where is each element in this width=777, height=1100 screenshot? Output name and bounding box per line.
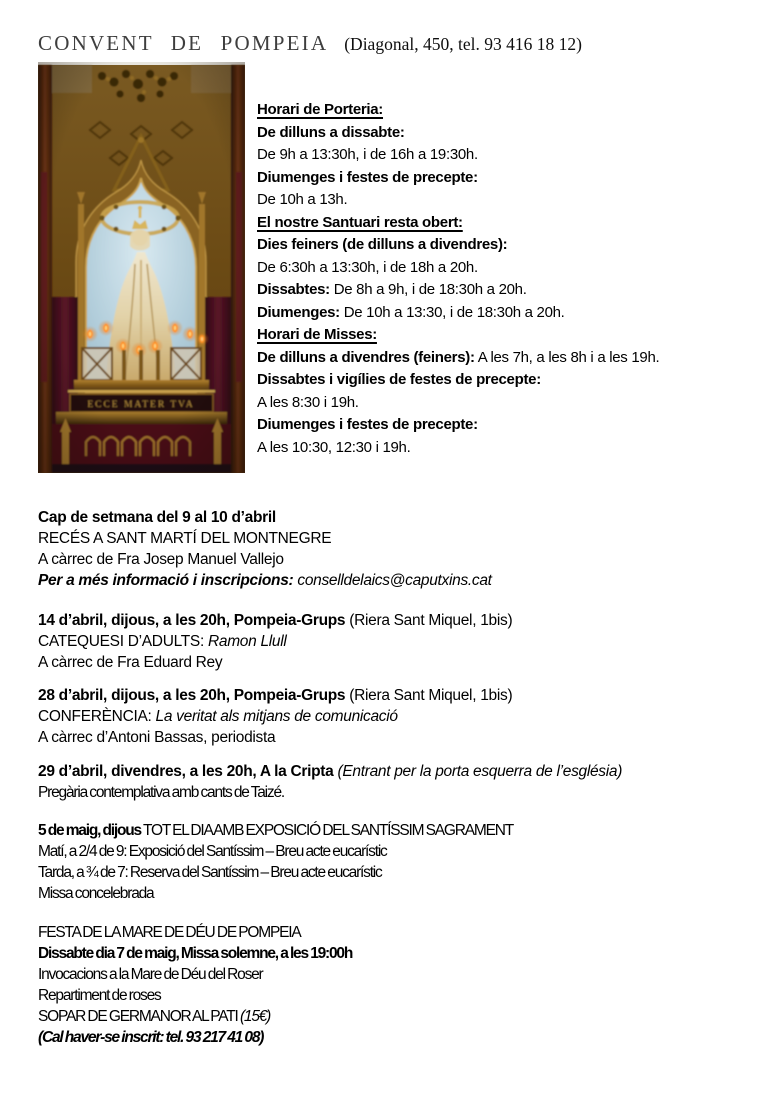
text-line bbox=[257, 257, 762, 280]
text-segment: RECÉS A SANT MARTÍ DEL MONTNEGRE bbox=[38, 530, 332, 547]
text-segment: (Riera Sant Miquel, 1bis) bbox=[345, 612, 513, 629]
text-line bbox=[38, 610, 763, 631]
text-segment: (Riera Sant Miquel, 1bis) bbox=[345, 687, 513, 704]
text-line bbox=[257, 414, 762, 437]
page-title: CONVENT DE POMPEIA bbox=[38, 31, 329, 55]
text-segment: Horari de Misses: bbox=[257, 326, 377, 343]
text-line bbox=[38, 706, 763, 727]
text-line bbox=[38, 1027, 763, 1048]
events-section bbox=[38, 507, 763, 1048]
text-segment: SOPAR DE GERMANOR AL PATI bbox=[38, 1008, 240, 1025]
text-line bbox=[38, 985, 763, 1006]
text-line bbox=[257, 369, 762, 392]
text-segment: Ramon Llull bbox=[207, 633, 287, 650]
text-line bbox=[38, 570, 763, 591]
text-line bbox=[38, 727, 763, 748]
text-line bbox=[38, 862, 763, 883]
event-block bbox=[38, 761, 763, 803]
text-line bbox=[257, 167, 762, 190]
text-segment: CATEQUESI D’ADULTS: bbox=[38, 633, 208, 650]
text-segment: De dilluns a divendres (feiners): bbox=[257, 348, 475, 366]
text-line bbox=[38, 922, 763, 943]
altar-photo bbox=[38, 62, 245, 473]
text-segment: De dilluns a dissabte: bbox=[257, 123, 405, 141]
text-segment: (Cal haver-se inscrit: tel. 93 217 41 08) bbox=[38, 1029, 264, 1046]
text-segment: De 8h a 9h, i de 18:30h a 20h. bbox=[329, 281, 527, 298]
text-segment: Matí, a 2/4 de 9: Exposició del Santíssim – Breu acte eucarístic bbox=[38, 843, 387, 860]
text-segment: Invocacions a la Mare de Déu del Roser bbox=[38, 966, 263, 983]
event-block bbox=[38, 820, 763, 904]
text-segment: A càrrec d’Antoni Bassas, periodista bbox=[38, 729, 276, 746]
event-block bbox=[38, 507, 763, 591]
text-line bbox=[38, 883, 763, 904]
text-segment: Repartiment de roses bbox=[38, 987, 161, 1004]
text-segment: 5 de maig, dijous bbox=[38, 822, 141, 839]
text-segment: 14 d’abril, dijous, a les 20h, Pompeia-Grups bbox=[38, 612, 346, 629]
text-line bbox=[38, 841, 763, 862]
text-segment: conselldelaics@caputxins.cat bbox=[297, 572, 492, 589]
text-line bbox=[257, 279, 762, 302]
page-header bbox=[38, 31, 582, 56]
text-segment: A les 7h, a les 8h i a les 19h. bbox=[474, 348, 660, 366]
text-segment: A les 8:30 i 19h. bbox=[257, 393, 359, 411]
text-line bbox=[38, 782, 763, 803]
text-line bbox=[257, 122, 762, 145]
text-segment: Diumenges i festes de precepte: bbox=[257, 416, 478, 433]
text-segment: Horari de Porteria: bbox=[257, 101, 384, 118]
text-line bbox=[38, 964, 763, 985]
text-segment: A càrrec de Fra Josep Manuel Vallejo bbox=[38, 551, 284, 568]
text-segment: De 6:30h a 13:30h, i de 18h a 20h. bbox=[257, 258, 478, 276]
text-segment: Dissabte dia 7 de maig, Missa solemne, a les 19:00h bbox=[38, 945, 353, 962]
text-line bbox=[38, 761, 763, 782]
text-line bbox=[257, 99, 762, 122]
text-segment: Diumenges i festes de precepte: bbox=[257, 168, 478, 186]
text-line bbox=[257, 302, 762, 325]
text-segment: De 9h a 13:30h, i de 16h a 19:30h. bbox=[257, 146, 478, 163]
event-block bbox=[38, 685, 763, 748]
text-line bbox=[257, 347, 762, 370]
text-segment: 29 d’abril, divendres, a les 20h, A la Cripta bbox=[38, 763, 338, 780]
text-segment: A les 10:30, 12:30 i 19h. bbox=[257, 438, 411, 456]
text-segment: De 10h a 13h. bbox=[257, 191, 348, 208]
text-line bbox=[257, 324, 762, 347]
text-line bbox=[38, 685, 763, 706]
event-block bbox=[38, 610, 763, 673]
text-line bbox=[38, 549, 763, 570]
text-line bbox=[38, 631, 763, 652]
text-line bbox=[38, 528, 763, 549]
text-segment: Tarda, a ¾ de 7: Reserva del Santíssim – Breu acte eucarístic bbox=[38, 864, 382, 881]
text-segment: TOT EL DIA AMB EXPOSICIÓ DEL SANTÍSSIM SAGRAMENT bbox=[140, 822, 514, 839]
text-segment: CONFERÈNCIA: bbox=[38, 708, 156, 725]
text-segment: FESTA DE LA MARE DE DÉU DE POMPEIA bbox=[38, 924, 301, 941]
text-segment: (Entrant per la porta esquerra de l’església) bbox=[337, 763, 623, 780]
text-segment: El nostre Santuari resta obert: bbox=[257, 213, 463, 231]
text-line bbox=[38, 943, 763, 964]
text-segment: A càrrec de Fra Eduard Rey bbox=[38, 654, 223, 671]
text-line bbox=[257, 212, 762, 235]
text-line bbox=[38, 1006, 763, 1027]
text-segment: Missa concelebrada bbox=[38, 885, 154, 902]
text-segment: La veritat als mitjans de comunicació bbox=[155, 708, 398, 725]
text-segment: Dissabtes: bbox=[257, 281, 330, 298]
text-line bbox=[257, 189, 762, 212]
text-line bbox=[38, 507, 763, 528]
event-block bbox=[38, 922, 763, 1048]
text-line bbox=[38, 820, 763, 841]
schedule-column bbox=[257, 99, 762, 459]
text-line bbox=[257, 392, 762, 415]
text-line bbox=[257, 234, 762, 257]
text-segment: Dissabtes i vigílies de festes de precepte: bbox=[257, 371, 541, 388]
text-segment: De 10h a 13:30, i de 18:30h a 20h. bbox=[339, 303, 565, 321]
text-line bbox=[257, 144, 762, 167]
text-segment: Dies feiners (de dilluns a divendres): bbox=[257, 236, 508, 253]
text-line bbox=[38, 652, 763, 673]
text-line bbox=[257, 437, 762, 460]
text-segment: 28 d’abril, dijous, a les 20h, Pompeia-Grups bbox=[38, 687, 346, 704]
text-segment: Per a més informació i inscripcions: bbox=[38, 572, 298, 589]
text-segment: Pregària contemplativa amb cants de Taizé. bbox=[38, 784, 285, 801]
text-segment: Diumenges: bbox=[257, 303, 340, 321]
page-subtitle: (Diagonal, 450, tel. 93 416 18 12) bbox=[344, 34, 582, 54]
text-segment: (15€) bbox=[239, 1008, 271, 1025]
text-segment: Cap de setmana del 9 al 10 d’abril bbox=[38, 509, 276, 526]
